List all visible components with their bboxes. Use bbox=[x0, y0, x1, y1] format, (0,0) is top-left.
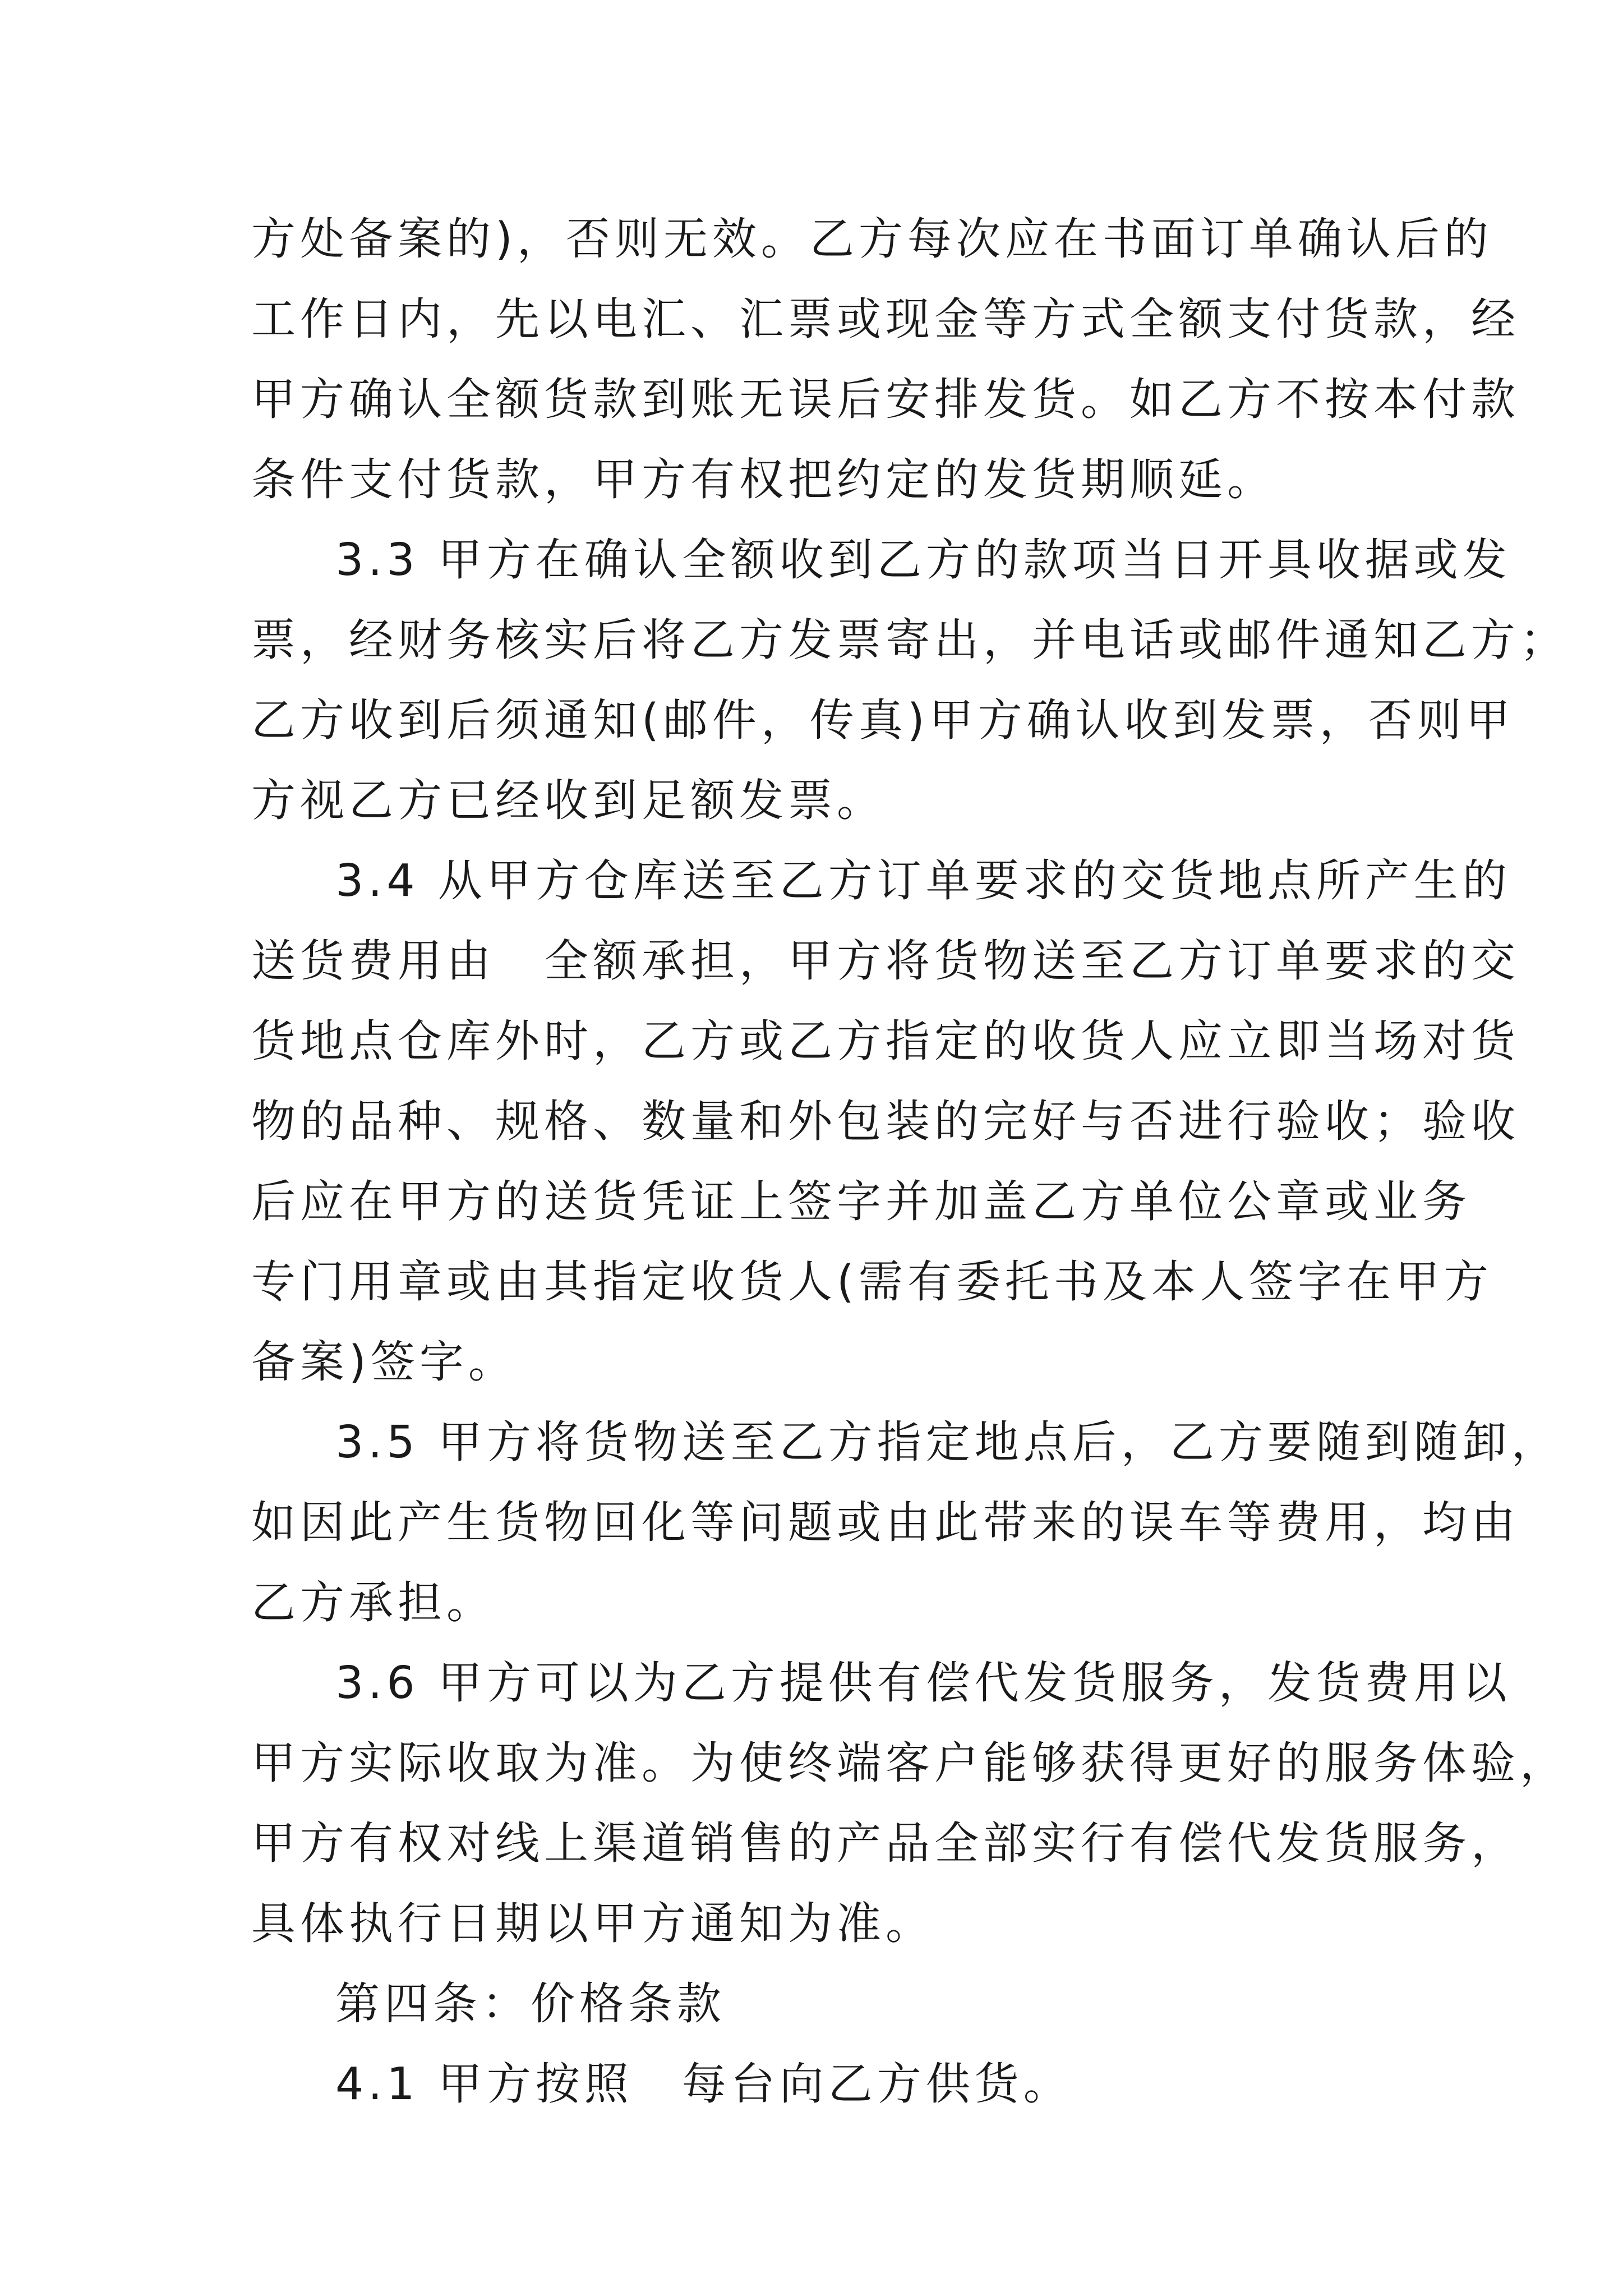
document-body bbox=[251, 199, 1569, 2124]
text-line: 条件支付货款，甲方有权把约定的发货期顺延。 bbox=[251, 454, 1276, 505]
text-line: 方处备案的)，否则无效。乙方每次应在书面订单确认后的 bbox=[251, 213, 1493, 265]
text-line: 乙方承担。 bbox=[251, 1577, 495, 1628]
text-line: 甲方确认全额货款到账无误后安排发货。如乙方不按本付款 bbox=[251, 374, 1520, 425]
text-line: 4.1 甲方按照 每台向乙方供货。 bbox=[335, 2058, 1072, 2110]
text-line: 备案)签字。 bbox=[251, 1336, 517, 1388]
text-line: 货地点仓库外时，乙方或乙方指定的收货人应立即当场对货 bbox=[251, 1015, 1520, 1067]
text-line: 乙方收到后须通知(邮件，传真)甲方确认收到发票，否则甲 bbox=[251, 694, 1515, 746]
text-line: 物的品种、规格、数量和外包装的完好与否进行验收；验收 bbox=[251, 1096, 1520, 1147]
text-line: 工作日内，先以电汇、汇票或现金等方式全额支付货款，经 bbox=[251, 293, 1520, 345]
text-line: 3.6 甲方可以为乙方提供有偿代发货服务，发货费用以 bbox=[335, 1657, 1511, 1709]
text-line: 3.4 从甲方仓库送至乙方订单要求的交货地点所产生的 bbox=[335, 855, 1511, 907]
text-line: 甲方有权对线上渠道销售的产品全部实行有偿代发货服务， bbox=[251, 1818, 1520, 1869]
text-line: 专门用章或由其指定收货人(需有委托书及本人签字在甲方 bbox=[251, 1256, 1493, 1308]
text-line: 甲方实际收取为准。为使终端客户能够获得更好的服务体验， bbox=[251, 1737, 1569, 1789]
text-line: 票，经财务核实后将乙方发票寄出，并电话或邮件通知乙方； bbox=[251, 614, 1569, 666]
text-line: 后应在甲方的送货凭证上签字并加盖乙方单位公章或业务 bbox=[251, 1176, 1471, 1227]
text-line: 3.5 甲方将货物送至乙方指定地点后，乙方要随到随卸， bbox=[335, 1416, 1560, 1468]
text-line: 3.3 甲方在确认全额收到乙方的款项当日开具收据或发 bbox=[335, 534, 1511, 586]
text-line: 如因此产生货物回化等问题或由此带来的误车等费用，均由 bbox=[251, 1497, 1520, 1548]
text-line: 送货费用由 全额承担，甲方将货物送至乙方订单要求的交 bbox=[251, 935, 1520, 987]
text-line: 方视乙方已经收到足额发票。 bbox=[251, 775, 886, 826]
text-line: 第四条：价格条款 bbox=[335, 1978, 726, 2030]
text-line: 具体执行日期以甲方通知为准。 bbox=[251, 1898, 934, 1949]
